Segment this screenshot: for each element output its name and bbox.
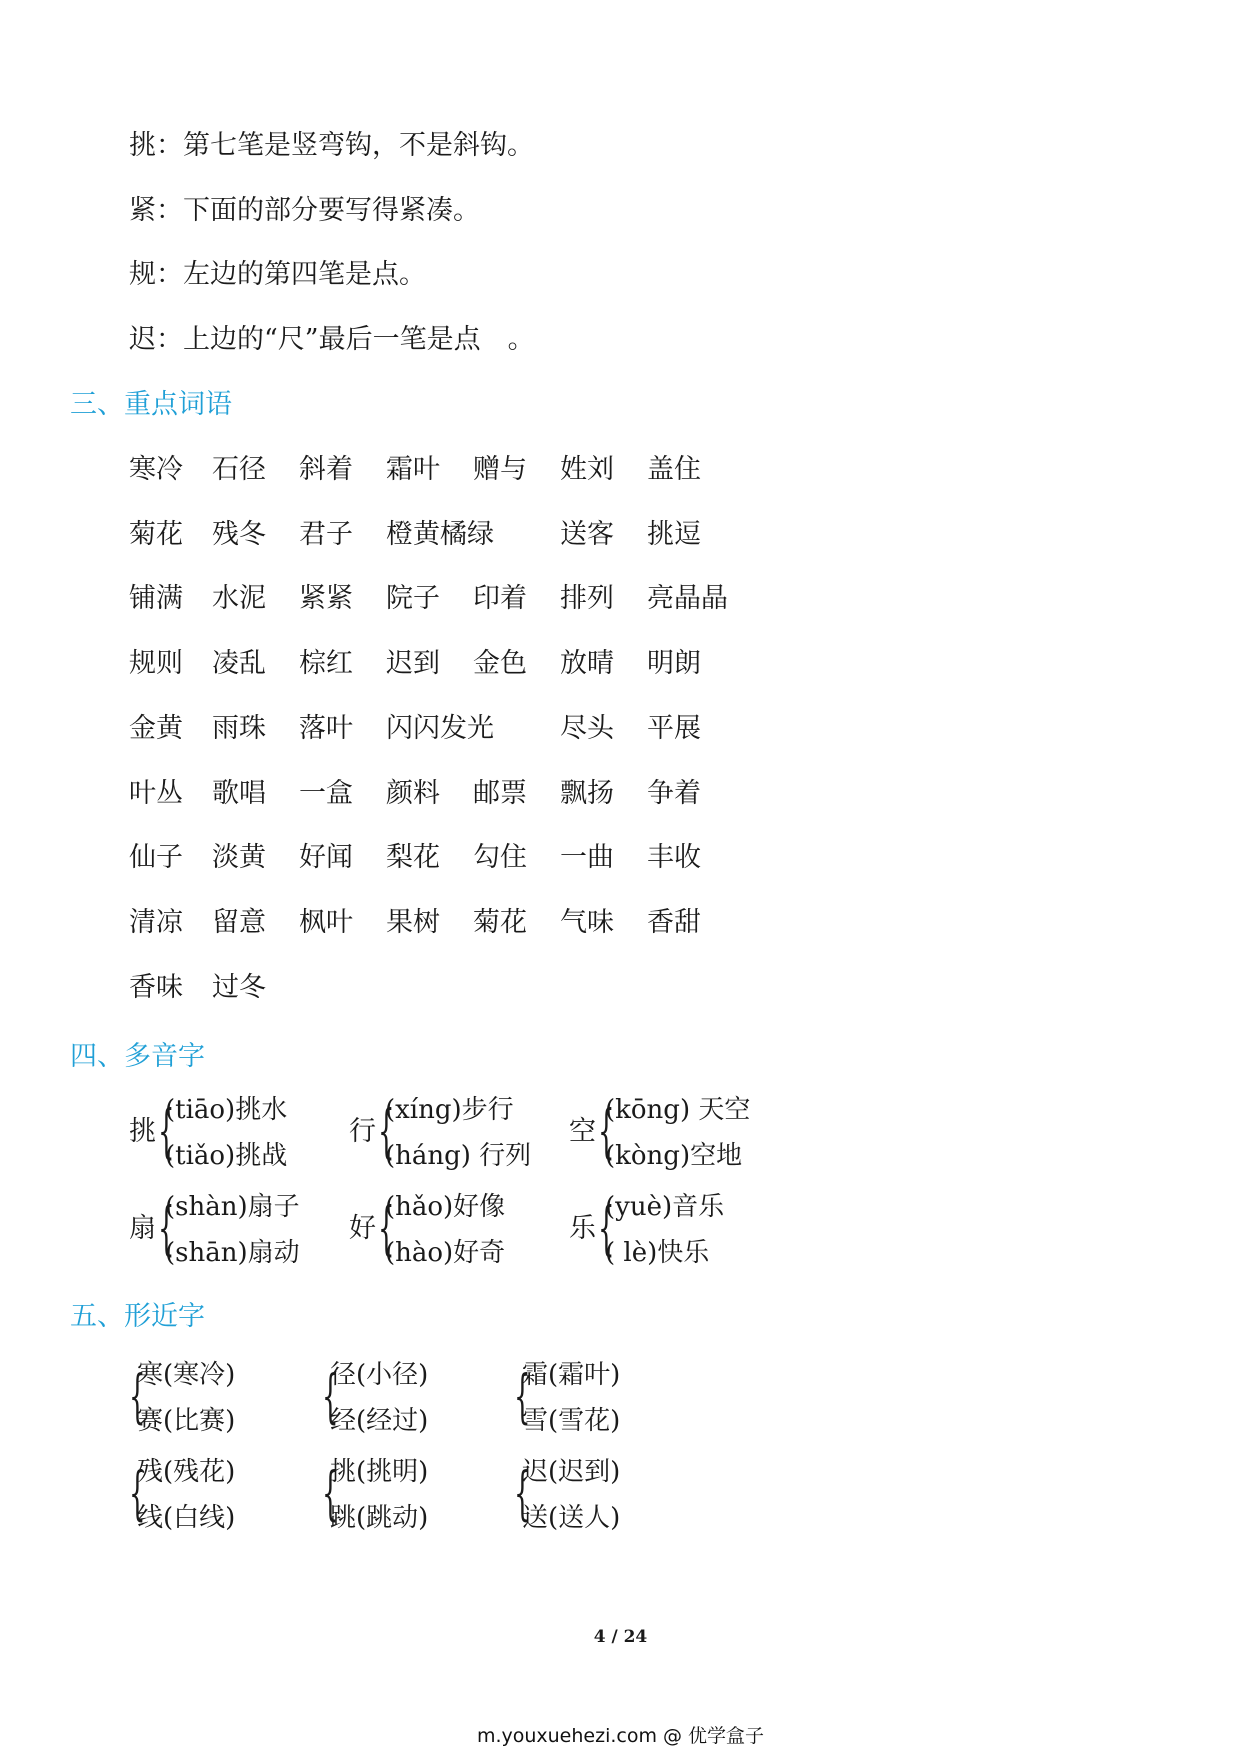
word-item: 争着	[647, 777, 701, 809]
section-heading-similar-chars: 五、形近字	[70, 1301, 205, 1332]
word-item: 霜叶	[386, 454, 440, 485]
word-item: 院子	[386, 583, 440, 615]
brace-icon: {	[378, 1194, 395, 1262]
brace-icon: {	[378, 1097, 395, 1165]
word-item: 梨花	[386, 842, 440, 874]
word-item: 歌唱	[212, 777, 266, 809]
polyphonic-reading: (xíng)步行	[385, 1095, 514, 1125]
word-item: 邮票	[473, 777, 527, 809]
brace-icon: {	[598, 1097, 615, 1165]
note-line: 迟：上边的“尺”最后一笔是点 。	[129, 324, 535, 355]
note-line: 紧：下面的部分要写得紧凑。	[129, 195, 480, 226]
similar-char-item: 迟(迟到)	[522, 1457, 621, 1487]
word-item: 菊花	[473, 906, 527, 938]
word-item: 飘扬	[560, 777, 614, 809]
word-item: 雨珠	[212, 712, 266, 744]
polyphonic-reading: (tiǎo)挑战	[165, 1141, 288, 1171]
similar-char-item: 径(小径)	[330, 1360, 429, 1390]
word-item: 迟到	[386, 648, 440, 680]
brace-icon: {	[598, 1194, 615, 1262]
word-item: 印着	[473, 583, 527, 615]
note-line: 规：左边的第四笔是点。	[129, 259, 426, 290]
similar-char-item: 送(送人)	[522, 1503, 621, 1533]
similar-char-item: 跳(跳动)	[330, 1503, 429, 1533]
similar-char-item: 经(经过)	[330, 1406, 429, 1436]
polyphonic-reading: (yuè)音乐	[605, 1192, 725, 1222]
polyphonic-reading: (tiāo)挑水	[165, 1095, 288, 1125]
word-item: 铺满	[129, 583, 183, 615]
word-item: 落叶	[299, 712, 353, 744]
word-item: 叶丛	[129, 777, 183, 809]
brace-icon: {	[322, 1362, 339, 1430]
word-item: 勾住	[473, 842, 527, 874]
word-item: 枫叶	[299, 906, 353, 938]
brace-icon: {	[322, 1459, 339, 1527]
word-item: 送客	[560, 518, 614, 550]
polyphonic-char: 好	[349, 1213, 376, 1244]
word-item: 一曲	[560, 842, 614, 874]
word-item: 明朗	[647, 648, 701, 680]
polyphonic-char: 挑	[129, 1116, 156, 1147]
similar-char-item: 赛(比赛)	[137, 1406, 236, 1436]
word-item: 残冬	[212, 518, 266, 550]
word-item: 留意	[212, 906, 266, 938]
word-item: 规则	[129, 648, 183, 680]
similar-char-item: 寒(寒冷)	[137, 1360, 236, 1390]
word-item: 紧紧	[299, 583, 353, 615]
polyphonic-reading: (háng) 行列	[385, 1141, 532, 1171]
word-item: 姓刘	[560, 454, 614, 485]
word-item: 果树	[386, 906, 440, 938]
word-item: 淡黄	[212, 842, 266, 874]
word-item: 君子	[299, 518, 353, 550]
brace-icon: {	[514, 1459, 531, 1527]
word-item: 清凉	[129, 906, 183, 938]
word-item: 金色	[473, 648, 527, 680]
word-item: 斜着	[299, 454, 353, 485]
similar-char-item: 霜(霜叶)	[522, 1360, 621, 1390]
word-item: 平展	[647, 712, 701, 744]
word-item: 菊花	[129, 518, 183, 550]
word-item: 过冬	[212, 971, 266, 1003]
polyphonic-char: 空	[569, 1116, 596, 1147]
word-item: 气味	[560, 906, 614, 938]
polyphonic-char: 行	[349, 1116, 376, 1147]
word-item: 丰收	[647, 842, 701, 874]
word-item: 石径	[212, 454, 266, 485]
word-item: 水泥	[212, 583, 266, 615]
word-item: 放晴	[560, 648, 614, 680]
word-item: 凌乱	[212, 648, 266, 680]
brace-icon: {	[129, 1362, 146, 1430]
word-item: 尽头	[560, 712, 614, 744]
similar-char-item: 残(残花)	[137, 1457, 236, 1487]
footer-watermark: m.youxuehezi.com @ 优学盒子	[476, 1725, 765, 1747]
word-item: 颜料	[386, 777, 440, 809]
brace-icon: {	[158, 1097, 175, 1165]
polyphonic-char: 扇	[129, 1213, 156, 1244]
word-item: 排列	[560, 583, 614, 615]
word-item: 棕红	[299, 648, 353, 680]
word-item: 亮晶晶	[647, 583, 728, 615]
word-item: 闪闪发光	[386, 712, 494, 744]
word-item: 盖住	[647, 454, 701, 485]
polyphonic-reading: (kōng) 天空	[605, 1095, 751, 1125]
similar-char-item: 挑(挑明)	[330, 1457, 429, 1487]
word-item: 金黄	[129, 712, 183, 744]
polyphonic-reading: (hǎo)好像	[385, 1192, 506, 1222]
polyphonic-reading: (kòng)空地	[605, 1141, 743, 1171]
polyphonic-reading: (shān)扇动	[165, 1238, 300, 1268]
polyphonic-reading: (shàn)扇子	[165, 1192, 300, 1222]
brace-icon: {	[129, 1459, 146, 1527]
brace-icon: {	[158, 1194, 175, 1262]
polyphonic-reading: (hào)好奇	[385, 1238, 506, 1268]
brace-icon: {	[514, 1362, 531, 1430]
word-item: 橙黄橘绿	[386, 518, 494, 550]
section-heading-key-words: 三、重点词语	[70, 389, 232, 420]
section-heading-polyphonic: 四、多音字	[70, 1041, 205, 1072]
polyphonic-reading: ( lè)快乐	[605, 1238, 710, 1268]
word-item: 寒冷	[129, 454, 183, 485]
word-item: 一盒	[299, 777, 353, 809]
word-item: 香甜	[647, 906, 701, 938]
polyphonic-char: 乐	[569, 1213, 596, 1244]
word-item: 赠与	[473, 454, 527, 485]
word-item: 香味	[129, 971, 183, 1003]
word-item: 仙子	[129, 842, 183, 874]
similar-char-item: 雪(雪花)	[522, 1406, 621, 1436]
word-item: 好闻	[299, 842, 353, 874]
note-line: 挑：第七笔是竖弯钩，不是斜钩。	[129, 130, 534, 161]
word-item: 挑逗	[647, 518, 701, 550]
similar-char-item: 线(白线)	[137, 1503, 236, 1533]
page-number: 4 / 24	[593, 1627, 648, 1647]
